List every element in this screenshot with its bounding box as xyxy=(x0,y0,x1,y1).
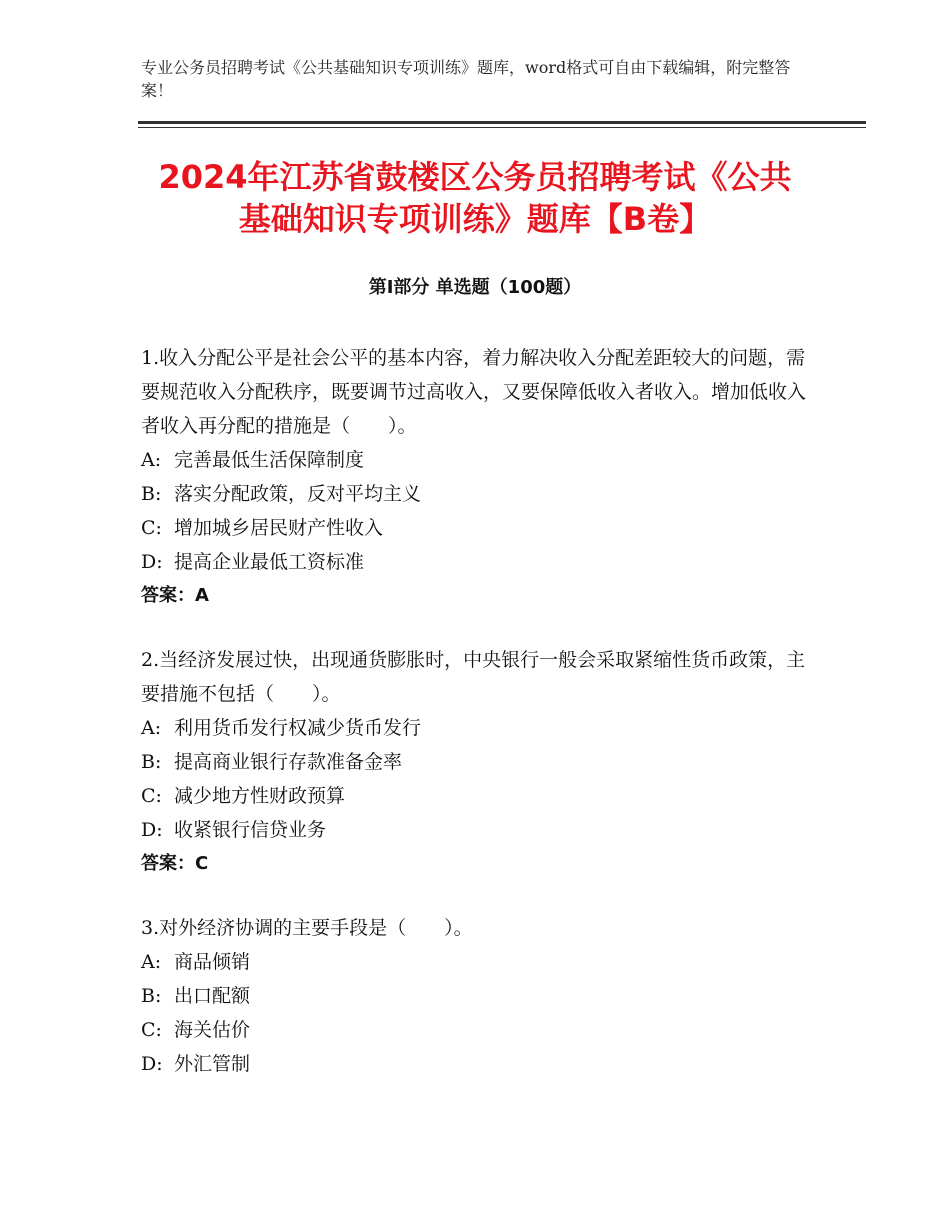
option-text: 收紧银行信贷业务 xyxy=(174,819,327,841)
answer-label: 答案：C xyxy=(141,853,209,874)
question-2 xyxy=(141,643,806,881)
option-d xyxy=(141,813,806,847)
document-title-line-2: 基础知识专项训练》题库【B卷】 xyxy=(238,200,712,238)
option-text: 提高商业银行存款准备金率 xyxy=(174,751,403,773)
option-letter: D: xyxy=(141,551,163,573)
option-letter: B: xyxy=(141,483,162,505)
section-heading: 第Ⅰ部分 单选题（100题） xyxy=(368,277,582,298)
option-letter: C: xyxy=(141,1019,162,1041)
document-title xyxy=(100,156,850,240)
option-d xyxy=(141,1047,806,1081)
option-letter: C: xyxy=(141,517,162,539)
option-letter: D: xyxy=(141,819,163,841)
option-letter: A: xyxy=(141,449,162,471)
option-a xyxy=(141,443,806,477)
question-3 xyxy=(141,911,806,1081)
header-note: 专业公务员招聘考试《公共基础知识专项训练》题库，word格式可自由下载编辑，附完整答案！ xyxy=(141,58,791,100)
option-text: 海关估价 xyxy=(174,1019,251,1041)
option-text: 增加城乡居民财产性收入 xyxy=(174,517,384,539)
header-rule-thick xyxy=(138,121,866,124)
option-letter: B: xyxy=(141,751,162,773)
question-stem: 2.当经济发展过快，出现通货膨胀时，中央银行一般会采取紧缩性货币政策，主要措施不包括（ ）。 xyxy=(141,649,806,705)
option-text: 商品倾销 xyxy=(174,951,251,973)
question-list xyxy=(141,341,806,1111)
option-b xyxy=(141,979,806,1013)
option-b xyxy=(141,477,806,511)
option-c xyxy=(141,511,806,545)
option-text: 落实分配政策，反对平均主义 xyxy=(174,483,422,505)
option-c xyxy=(141,779,806,813)
option-d xyxy=(141,545,806,579)
option-a xyxy=(141,945,806,979)
option-letter: A: xyxy=(141,717,162,739)
document-title-line-1: 2024年江苏省鼓楼区公务员招聘考试《公共 xyxy=(158,158,792,196)
option-a xyxy=(141,711,806,745)
option-text: 外汇管制 xyxy=(174,1053,251,1075)
option-letter: A: xyxy=(141,951,162,973)
option-letter: C: xyxy=(141,785,162,807)
question-stem: 3.对外经济协调的主要手段是（ ）。 xyxy=(141,917,473,939)
question-1 xyxy=(141,341,806,613)
option-letter: D: xyxy=(141,1053,163,1075)
option-b xyxy=(141,745,806,779)
answer-label: 答案：A xyxy=(141,585,209,606)
option-text: 完善最低生活保障制度 xyxy=(174,449,365,471)
option-text: 利用货币发行权减少货币发行 xyxy=(174,717,422,739)
option-c xyxy=(141,1013,806,1047)
question-stem: 1.收入分配公平是社会公平的基本内容，着力解决收入分配差距较大的问题，需要规范收入分配秩序，既要调节过高收入，又要保障低收入者收入。增加低收入者收入再分配的措施是（ ）。 xyxy=(141,347,807,437)
option-letter: B: xyxy=(141,985,162,1007)
option-text: 提高企业最低工资标准 xyxy=(174,551,365,573)
header-rule-thin xyxy=(138,127,866,128)
option-text: 减少地方性财政预算 xyxy=(174,785,346,807)
option-text: 出口配额 xyxy=(174,985,251,1007)
